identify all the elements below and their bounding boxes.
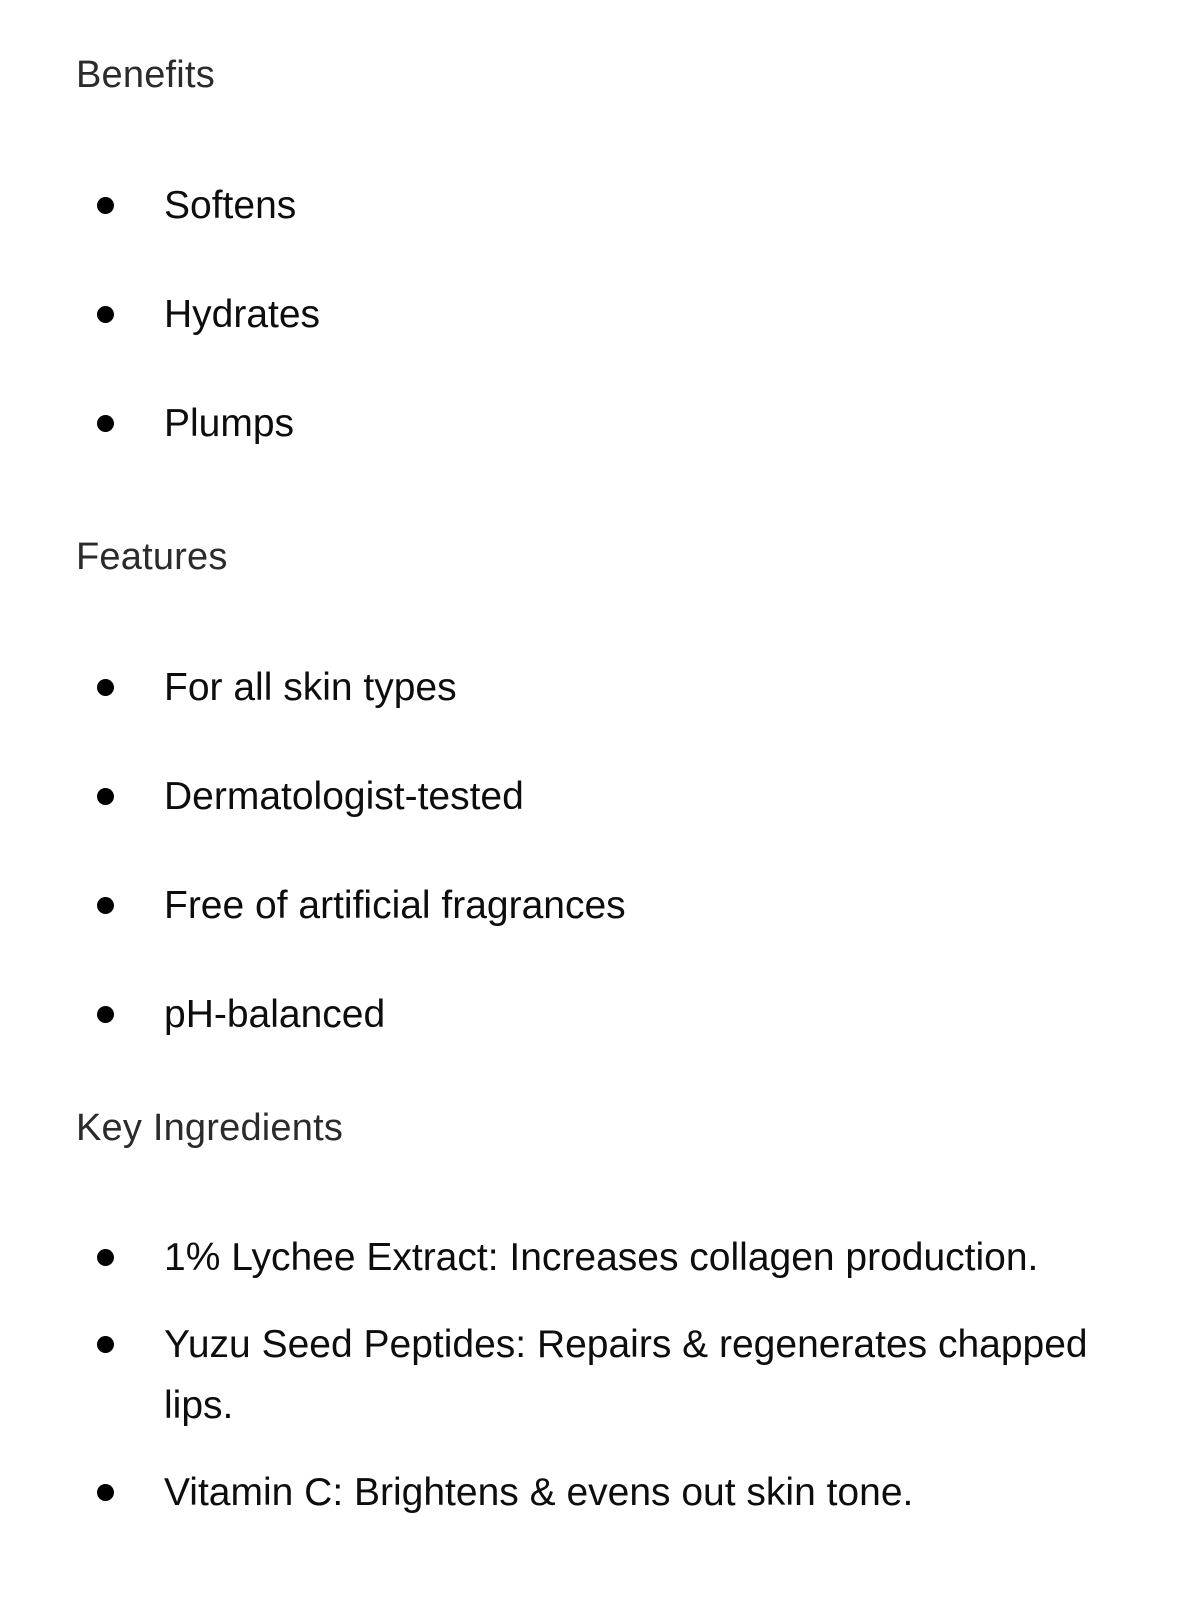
bullet-icon [97,788,114,805]
features-list-item [0,665,1199,718]
benefits-list [0,183,1199,454]
ingredients-list-item [0,1322,1199,1436]
benefits-heading: Benefits [76,54,215,96]
ingredient-text: Yuzu Seed Peptides: Repairs & regenerates chapped lips. [164,1323,1088,1427]
ingredients-list-item [0,1470,1199,1523]
ingredient-text: 1% Lychee Extract: Increases collagen production. [164,1236,1039,1279]
key-ingredients-list [0,1235,1199,1523]
benefit-text: Hydrates [164,293,321,336]
bullet-icon [97,1336,114,1353]
ingredient-text: Vitamin C: Brightens & evens out skin tone. [164,1471,914,1514]
bullet-icon [97,197,114,214]
benefits-list-item [0,183,1199,236]
bullet-icon [97,897,114,914]
features-list-item [0,774,1199,827]
benefit-text: Softens [164,184,297,227]
feature-text: pH-balanced [164,993,386,1036]
features-list-item [0,883,1199,936]
bullet-icon [97,679,114,696]
features-list [0,665,1199,1045]
key-ingredients-heading: Key Ingredients [76,1107,344,1149]
bullet-icon [97,415,114,432]
features-list-item [0,992,1199,1045]
features-heading: Features [76,536,228,578]
bullet-icon [97,306,114,323]
benefits-list-item [0,401,1199,454]
benefits-list-item [0,292,1199,345]
feature-text: Free of artificial fragrances [164,884,626,927]
feature-text: For all skin types [164,666,457,709]
ingredients-list-item [0,1235,1199,1288]
bullet-icon [97,1484,114,1501]
bullet-icon [97,1249,114,1266]
bullet-icon [97,1006,114,1023]
feature-text: Dermatologist-tested [164,775,524,818]
benefit-text: Plumps [164,402,295,445]
